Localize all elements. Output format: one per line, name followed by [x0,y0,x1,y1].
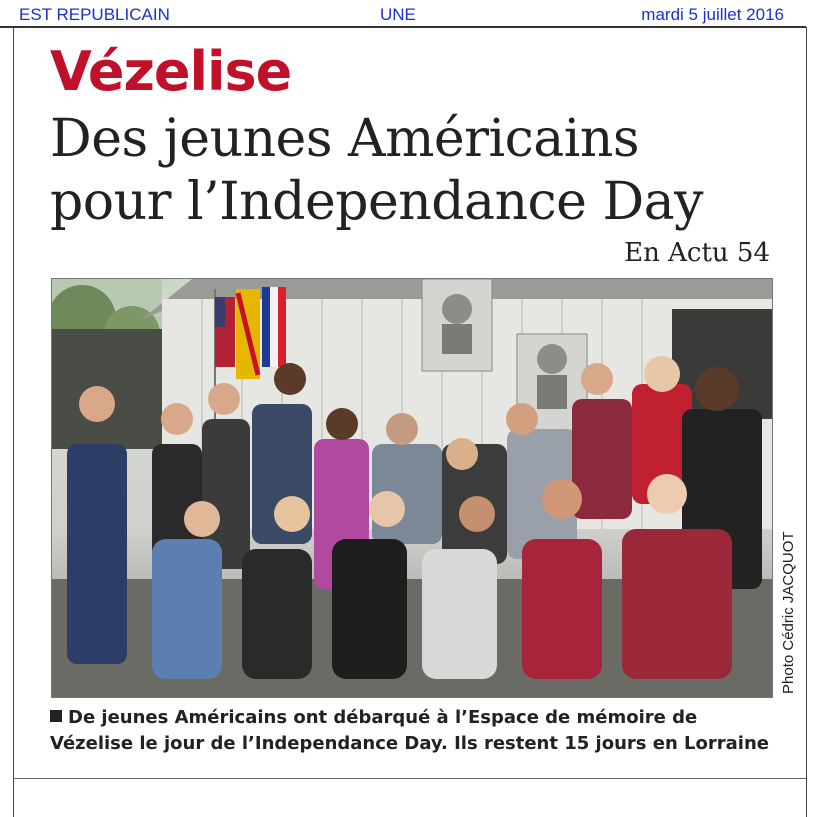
caption-line-1 [50,705,780,731]
portrait-body [537,375,567,409]
french-flag-white [270,287,278,367]
caption-line-2: Vézelise le jour de l’Independance Day. Ils restent 15 jours en Lorraine [50,733,769,754]
section-name: UNE [380,5,416,24]
french-flag-red [278,287,286,367]
portrait-face [442,294,472,324]
page-header [0,0,820,26]
headline-line-2: pour l’Independance Day [50,172,704,232]
portrait-body [442,324,472,354]
caption-text-1: De jeunes Américains ont débarqué à l’Espace de mémoire de [68,707,698,728]
publication-date: mardi 5 juillet 2016 [641,5,784,24]
article-photo [51,278,773,698]
us-flag-canton [215,297,225,327]
photo-caption [50,705,780,757]
caption-square-icon [50,710,62,722]
shed [52,329,162,449]
publication-name: EST REPUBLICAIN [19,5,170,24]
french-flag-blue [262,287,270,367]
headline-line-1: Des jeunes Américains [50,109,640,169]
portrait-face [537,344,567,374]
footer-rule [13,778,806,779]
article-headline [50,108,790,234]
photo-credit: Photo Cédric JACQUOT [780,531,797,694]
cross-reference: En Actu 54 [624,238,770,268]
article-kicker: Vézelise [50,40,292,103]
group-photo-illustration [52,279,772,697]
